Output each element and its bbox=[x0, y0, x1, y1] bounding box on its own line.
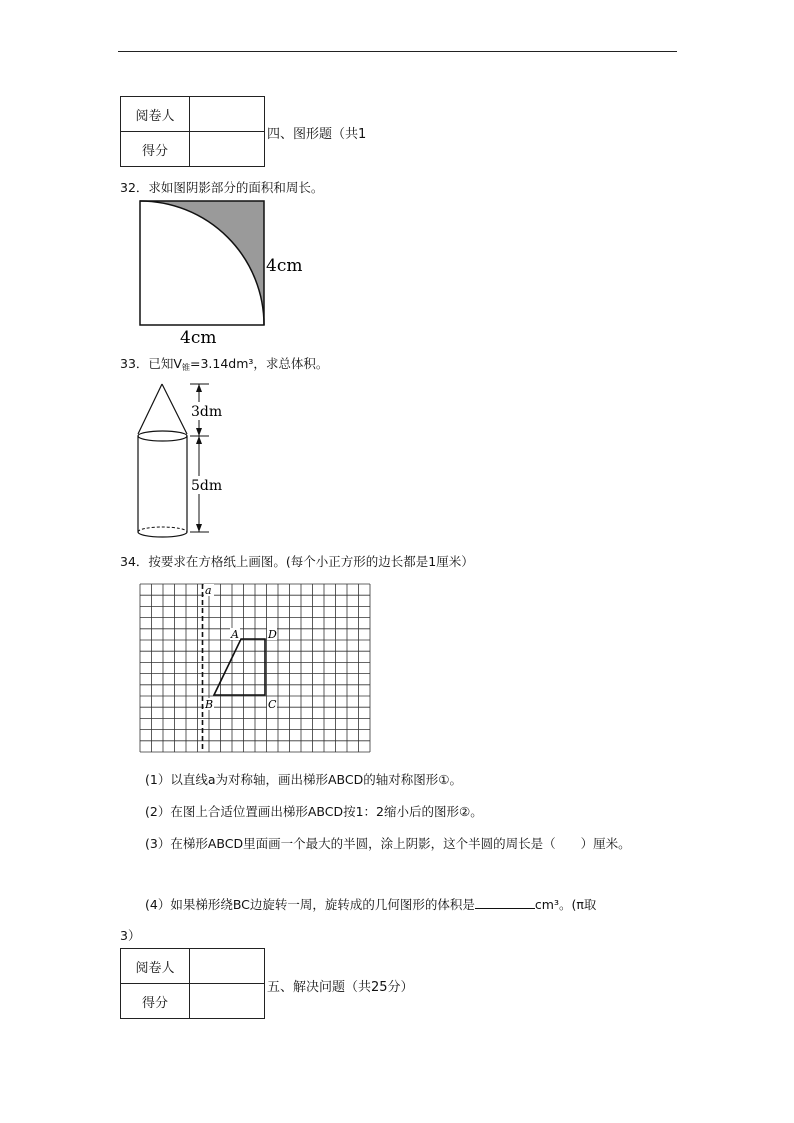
cylinder-top bbox=[138, 431, 187, 441]
section-5-title: 五、解决问题（共25分） bbox=[267, 980, 414, 995]
score-cell-2[interactable] bbox=[190, 984, 265, 1019]
score-cell[interactable] bbox=[190, 132, 265, 167]
point-c-label: C bbox=[268, 698, 277, 711]
q34-sub-4-continued: 3） bbox=[120, 928, 141, 943]
reviewer-label: 阅卷人 bbox=[121, 97, 190, 132]
question-34: 34．按要求在方格纸上画图。(每个小正方形的边长都是1厘米） bbox=[120, 554, 474, 569]
q33-subscript: 锥 bbox=[181, 363, 190, 372]
q34-sub-4-text: (4）如果梯形绕BC边旋转一周，旋转成的几何图形的体积是 bbox=[145, 897, 475, 912]
score-label-2: 得分 bbox=[121, 984, 190, 1019]
shaded-region bbox=[140, 201, 264, 325]
grid-lines bbox=[140, 584, 370, 752]
question-33 bbox=[120, 354, 328, 373]
point-b-label: B bbox=[205, 698, 214, 711]
reviewer-label-2: 阅卷人 bbox=[121, 949, 190, 984]
q34-sub-3: (3）在梯形ABCD里面画一个最大的半圆，涂上阴影，这个半圆的周长是（ ）厘米。 bbox=[145, 836, 631, 851]
score-table-2 bbox=[120, 948, 265, 1019]
side-length-label: 4cm bbox=[266, 256, 303, 276]
header-rule bbox=[118, 51, 677, 52]
q34-sub-1: (1）以直线a为对称轴，画出梯形ABCD的轴对称图形①。 bbox=[145, 772, 462, 787]
reviewer-cell-2[interactable] bbox=[190, 949, 265, 984]
q33-figure bbox=[134, 376, 244, 542]
axis-label-a: a bbox=[205, 584, 212, 597]
q34-sub-2: (2）在图上合适位置画出梯形ABCD按1：2缩小后的图形②。 bbox=[145, 804, 483, 819]
q34-sub-4 bbox=[145, 895, 596, 913]
reviewer-cell[interactable] bbox=[190, 97, 265, 132]
q33-suffix: =3.14dm³，求总体积。 bbox=[189, 356, 329, 371]
q33-prefix: 33．已知V bbox=[120, 356, 182, 371]
score-table-1 bbox=[120, 96, 265, 167]
point-a-label: A bbox=[231, 628, 239, 641]
bottom-length-label: 4cm bbox=[180, 328, 217, 346]
score-label: 得分 bbox=[121, 132, 190, 167]
q32-figure bbox=[138, 198, 308, 346]
point-d-label: D bbox=[268, 628, 277, 641]
cone-height-label: 3dm bbox=[191, 404, 223, 420]
q34-sub-4-unit: cm³。(π取 bbox=[534, 897, 597, 912]
question-32: 32．求如图阴影部分的面积和周长。 bbox=[120, 180, 324, 195]
trapezoid-abcd bbox=[214, 639, 265, 695]
grid-paper bbox=[138, 582, 372, 754]
section-4-title: 四、图形题（共1 bbox=[267, 127, 367, 142]
volume-answer-blank[interactable] bbox=[475, 896, 535, 909]
cylinder-height-label: 5dm bbox=[191, 478, 223, 494]
